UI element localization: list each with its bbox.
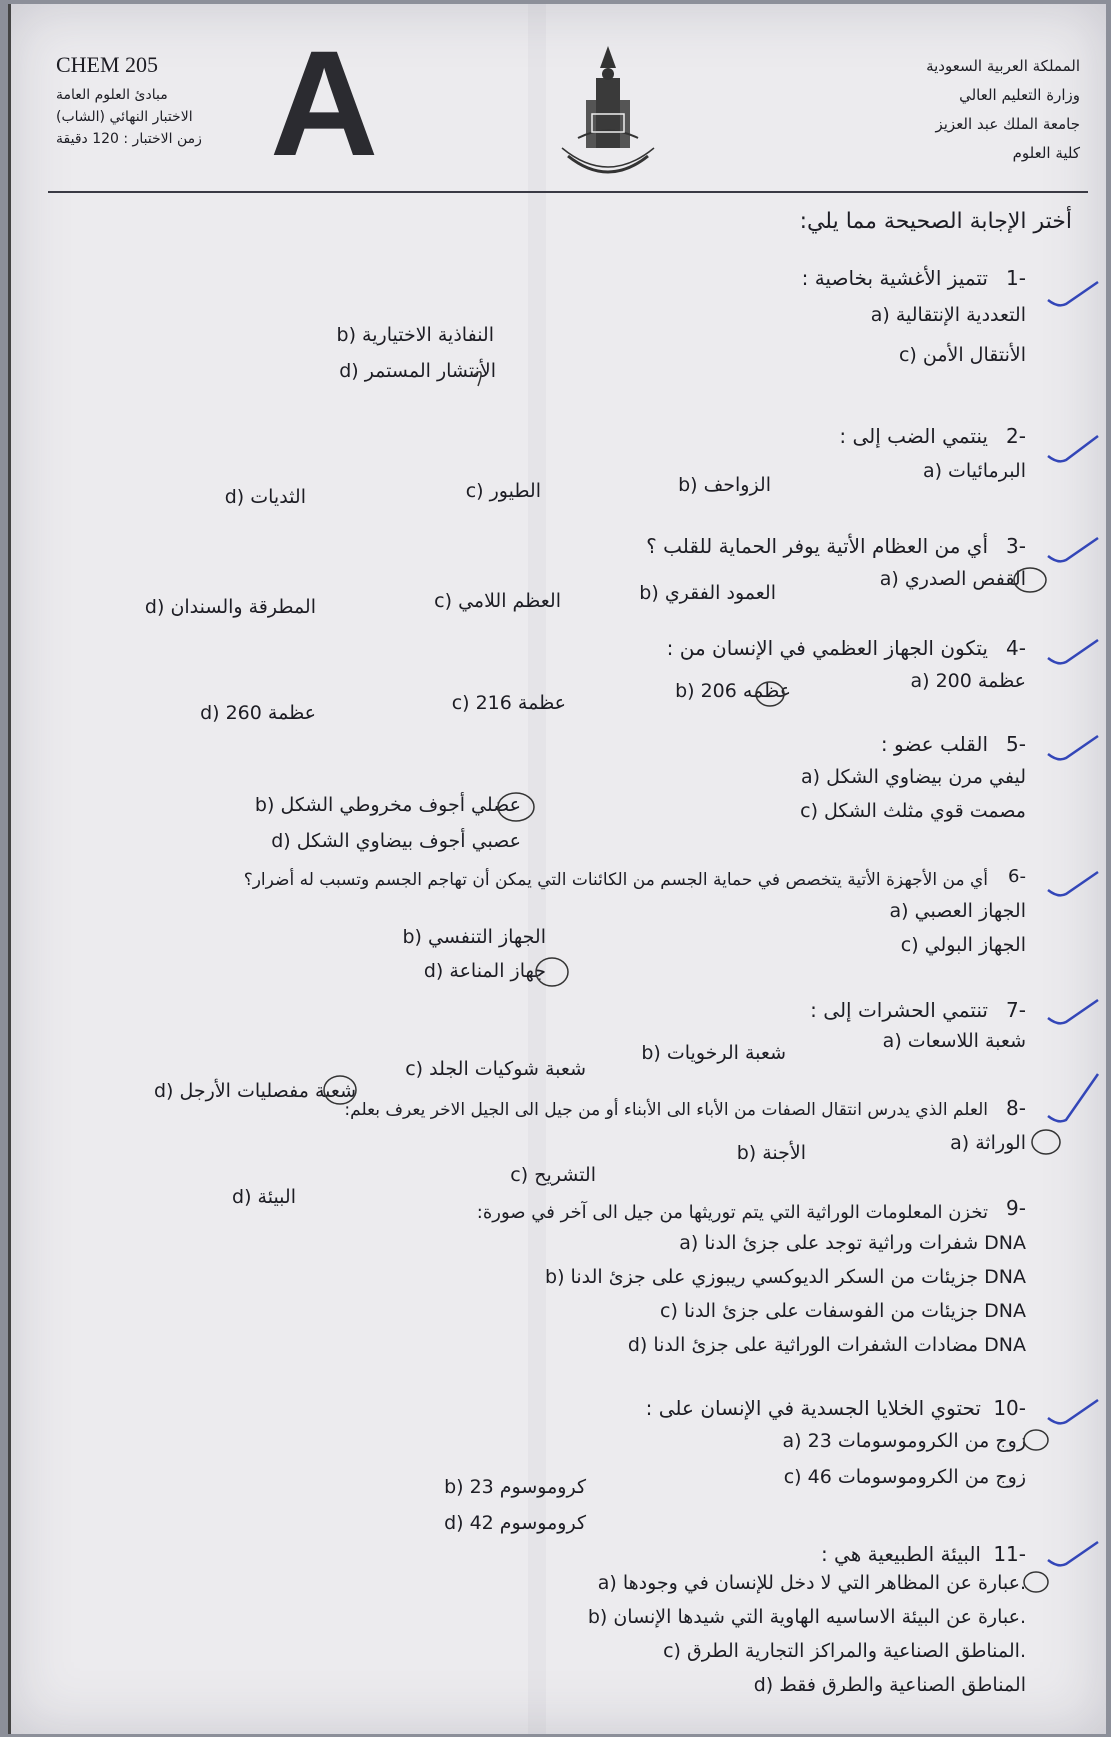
exam-model-letter: A <box>270 19 379 187</box>
question-5-number: 5- <box>1006 732 1026 756</box>
q9-option-a: a) شفرات وراثية توجد على جزئ الدنا DNA <box>679 1232 1026 1254</box>
instruction-text: أختر الإجابة الصحيحة مما يلي: <box>799 209 1072 234</box>
q5-option-c: c) مصمت قوي مثلث الشكل <box>800 800 1026 822</box>
question-3-number: 3- <box>1006 534 1026 558</box>
q8-option-c: c) التشريح <box>510 1164 596 1186</box>
ministry-name: وزارة التعليم العالي <box>959 86 1080 104</box>
q6-option-d: d) جهاز المناعة <box>423 960 546 982</box>
question-10-text: تحتوي الخلايا الجسدية في الإنسان على : <box>645 1396 981 1420</box>
q10-option-a: a) 23 زوج من الكروموسومات <box>782 1430 1026 1452</box>
question-11-number: 11- <box>993 1542 1026 1566</box>
subject-name: مبادئ العلوم العامة <box>56 87 168 103</box>
question-4-number: 4- <box>1006 636 1026 660</box>
q6-option-a: a) الجهاز العصبي <box>889 900 1026 922</box>
q1-option-c: c) الأنتقال الأمن <box>898 344 1026 366</box>
exam-sheet <box>8 4 1106 1734</box>
q5-option-d: d) عصبي أجوف بيضاوي الشكل <box>271 830 521 852</box>
q8-option-d: d) البيئة <box>232 1186 296 1208</box>
question-4-text: يتكون الجهاز العظمي في الإنسان من : <box>666 636 988 660</box>
q7-option-a: a) شعبة اللاسعات <box>882 1030 1026 1052</box>
question-10-number: 10- <box>993 1396 1026 1420</box>
left-edge-line <box>8 4 11 1734</box>
q11-option-d: d) المناطق الصناعية والطرق فقط <box>753 1674 1026 1696</box>
q2-option-a: a) البرمائيات <box>922 460 1026 482</box>
q4-option-c: c) 216 عظمة <box>451 692 566 714</box>
q10-option-b: b) 23 كروموسوم <box>444 1476 586 1498</box>
q8-option-b: b) الأجنة <box>736 1142 806 1164</box>
question-8-text: العلم الذي يدرس انتقال الصفات من الأباء الى الأبناء أو من جيل الى الجيل الاخر يعرف بعلم: <box>344 1100 988 1120</box>
faculty-name: كلية العلوم <box>1012 144 1080 162</box>
q3-option-c: c) العظم اللامي <box>434 590 561 612</box>
university-name: جامعة الملك عبد العزيز <box>935 115 1080 133</box>
q1-option-d: d) الأنتشار المستمر <box>339 360 496 382</box>
question-9-number: 9- <box>1006 1196 1026 1220</box>
question-5-text: القلب عضو : <box>880 732 988 756</box>
q5-option-b: b) عضلي أجوف مخروطي الشكل <box>254 794 521 816</box>
q9-option-c: c) جزيئات من الفوسفات على جزئ الدنا DNA <box>660 1300 1026 1322</box>
question-3-text: أي من العظام الأتية يوفر الحماية للقلب ؟ <box>646 534 988 558</box>
question-2-text: ينتمي الضب إلى : <box>839 424 988 448</box>
q9-option-b: b) جزيئات من السكر الديوكسي ريبوزي على جزئ الدنا DNA <box>545 1266 1026 1288</box>
check-mark-icon <box>1048 282 1098 1565</box>
question-6-number: 6- <box>1008 866 1026 887</box>
q4-option-d: d) 260 عظمة <box>200 702 316 724</box>
q3-option-d: d) المطرقة والسندان <box>144 596 316 618</box>
q11-option-a: a) عبارة عن المظاهر التي لا دخل للإنسان في وجودها. <box>597 1572 1026 1594</box>
q2-option-d: d) الثديات <box>224 486 306 508</box>
q10-option-d: d) 42 كروموسوم <box>444 1512 586 1534</box>
exam-duration: زمن الاختبار : 120 دقيقة <box>56 131 202 147</box>
q4-option-b: b) 206 عظمه <box>675 680 791 702</box>
question-1-text: تتميز الأغشية بخاصية : <box>801 266 988 290</box>
q10-option-c: c) 46 زوج من الكروموسومات <box>783 1466 1026 1488</box>
question-1-number: 1- <box>1006 266 1026 290</box>
q8-option-a: a) الوراثة <box>950 1132 1026 1154</box>
question-8-number: 8- <box>1006 1096 1026 1120</box>
q3-option-a: a) القفص الصدري <box>879 568 1026 590</box>
question-6-text: أي من الأجهزة الأتية يتخصص في حماية الجسم من الكائنات التي يمكن أن تهاجم الجسم وتسبب له أضرار؟ <box>243 870 988 890</box>
q6-option-c: c) الجهاز البولي <box>900 934 1026 956</box>
question-7-text: تنتمي الحشرات إلى : <box>810 998 988 1022</box>
q1-option-b: b) النفاذية الاختيارية <box>336 324 494 346</box>
question-7-number: 7- <box>1006 998 1026 1022</box>
q4-option-a: a) 200 عظمة <box>910 670 1026 692</box>
q2-option-c: c) الطيور <box>465 480 541 502</box>
q3-option-b: b) العمود الفقري <box>639 582 776 604</box>
question-11-text: البيئة الطبيعية هي : <box>820 1542 981 1566</box>
q2-option-b: b) الزواحف <box>678 474 771 496</box>
handwritten-marks <box>8 4 1106 1734</box>
q5-option-a: a) ليفي مرن بيضاوي الشكل <box>800 766 1026 788</box>
q6-option-b: b) الجهاز التنفسي <box>402 926 546 948</box>
q9-option-d: d) مضادات الشفرات الوراثية على جزئ الدنا DNA <box>627 1334 1026 1356</box>
q11-option-c: c) المناطق الصناعية والمراكز التجارية الطرق. <box>663 1640 1026 1662</box>
q7-option-c: c) شعبة شوكيات الجلد <box>405 1058 586 1080</box>
question-2-number: 2- <box>1006 424 1026 448</box>
q7-option-b: b) شعبة الرخويات <box>641 1042 786 1064</box>
q7-option-d: d) شعبة مفصليات الأرجل <box>154 1080 356 1102</box>
q11-option-b: b) عبارة عن البيئة الاساسيه الهاوية التي شيدها الإنسان. <box>587 1606 1026 1628</box>
course-code: CHEM 205 <box>56 52 159 77</box>
q1-option-a: a) التعددية الإنتقالية <box>870 304 1026 326</box>
exam-title: الاختبار النهائي (الشاب) <box>56 109 193 125</box>
answer-circle-icon <box>324 372 1060 1592</box>
country-name: المملكة العربية السعودية <box>926 57 1080 75</box>
question-9-text: تخزن المعلومات الوراثية التي يتم توريثها من جيل الى آخر في صورة: <box>476 1202 988 1223</box>
